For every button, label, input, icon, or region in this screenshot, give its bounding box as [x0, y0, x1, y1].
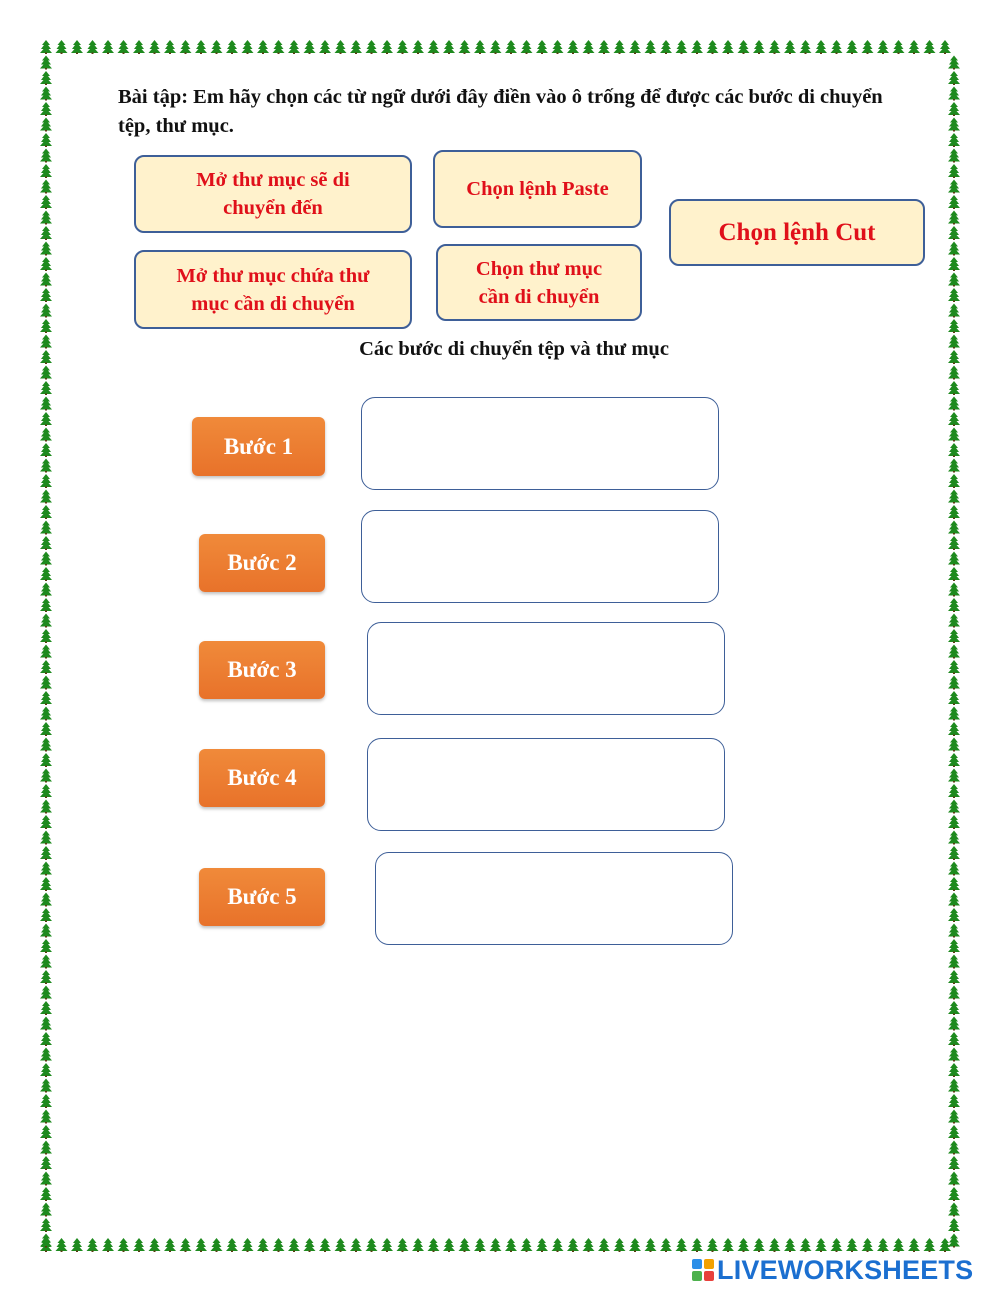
step-answer-box-5[interactable]	[375, 852, 733, 945]
word-card-open-source[interactable]	[134, 250, 412, 329]
liveworksheets-logo-text: LIVEWORKSHEETS	[717, 1254, 974, 1285]
word-card-label: Mở thư mục sẽ di chuyển đến	[196, 169, 350, 219]
step-answer-box-4[interactable]	[367, 738, 725, 831]
liveworksheets-logo	[692, 1254, 973, 1286]
word-card-open-destination[interactable]	[134, 155, 412, 233]
word-card-label: Mở thư mục chứa thư mục cần di chuyển	[176, 264, 370, 315]
word-card-label: Chọn thư mục cần di chuyển	[475, 257, 603, 308]
section-title: Các bước di chuyển tệp và thư mục	[359, 338, 669, 360]
word-card-paste[interactable]	[433, 150, 642, 228]
word-card-label: Chọn lệnh Paste	[466, 178, 609, 200]
step-label-4: Bước 4	[199, 749, 325, 807]
word-card-cut[interactable]	[669, 199, 925, 266]
liveworksheets-logo-icon	[692, 1259, 714, 1281]
step-answer-box-1[interactable]	[361, 397, 719, 490]
step-answer-box-2[interactable]	[361, 510, 719, 603]
word-card-select-folder[interactable]	[436, 244, 642, 321]
step-answer-box-3[interactable]	[367, 622, 725, 715]
step-label-5: Bước 5	[199, 868, 325, 926]
step-label-3: Bước 3	[199, 641, 325, 699]
word-card-label: Chọn lệnh Cut	[718, 218, 876, 246]
step-label-2: Bước 2	[199, 534, 325, 592]
instructions-text: Bài tập: Em hãy chọn các từ ngữ dưới đây điền vào ô trống để được các bước di chuyển tệp, thư mục.	[118, 86, 883, 137]
step-label-1: Bước 1	[192, 417, 325, 476]
